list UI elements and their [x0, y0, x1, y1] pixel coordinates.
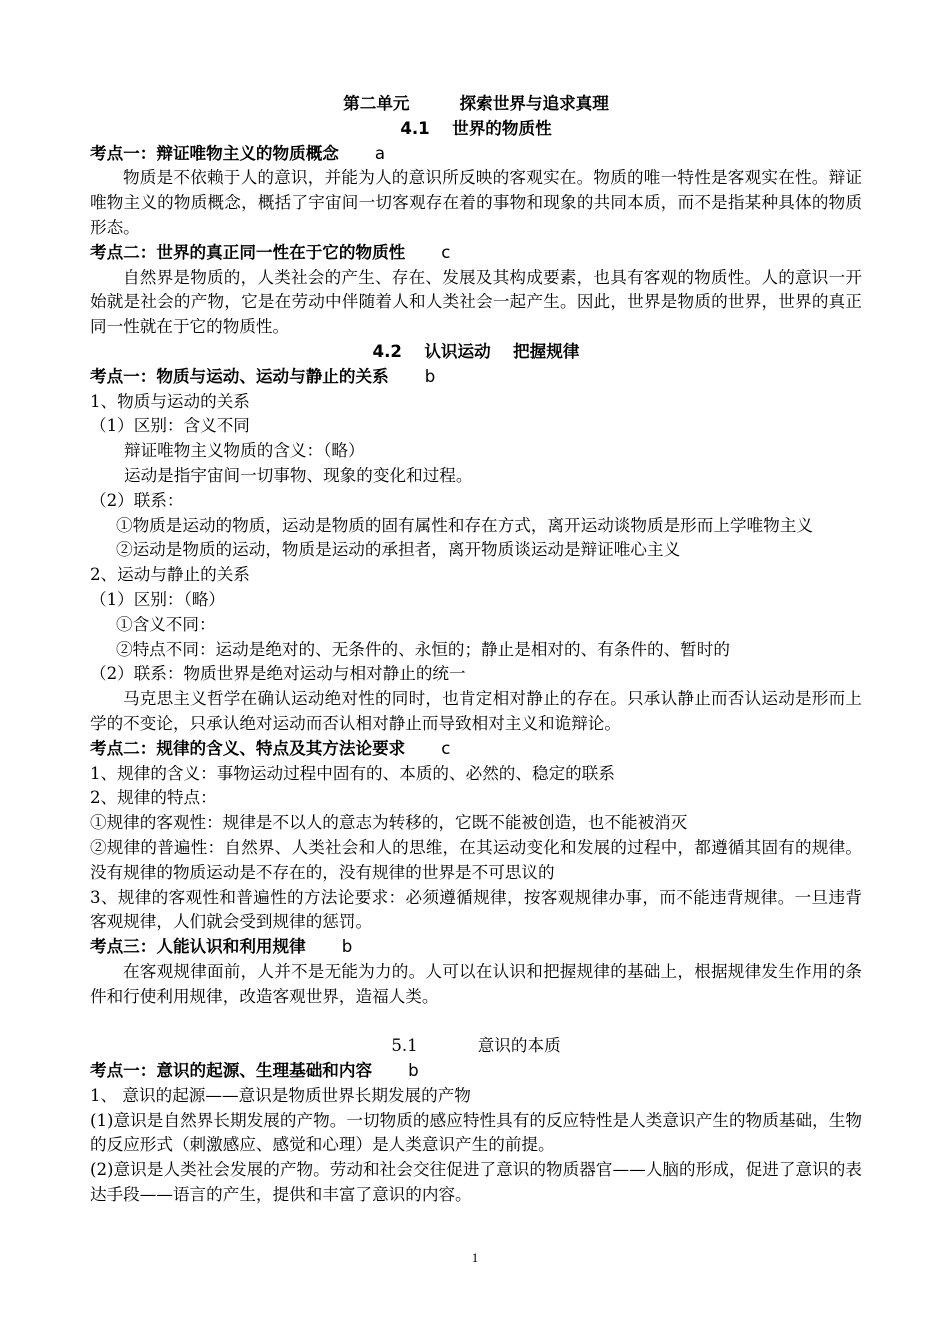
grade-label: c	[441, 242, 451, 262]
paragraph: 马克思主义哲学在确认运动绝对性的同时，也肯定相对静止的存在。只承认静止而否认运动是形而上学的不变论，只承认绝对运动而否认相对静止而导致相对主义和诡辩论。	[90, 689, 862, 733]
list-item: 2、运动与静止的关系	[90, 565, 250, 585]
list-item: （2）联系：	[90, 490, 184, 510]
page-number: 1	[471, 1250, 479, 1265]
unit-title	[90, 92, 862, 117]
list-item: 辩证唯物主义物质的含义：（略）	[124, 441, 365, 461]
paragraph: 在客观规律面前，人并不是无能为力的。人可以在认识和把握规律的基础上，根据规律发生作用的条件和行使利用规律，改造客观世界，造福人类。	[90, 961, 862, 1006]
list-item: 2、规律的特点：	[90, 788, 217, 808]
list-item: 3、规律的客观性和普遍性的方法论要求：必须遵循规律，按客观规律办事，而不能违背规律。一旦违背客观规律，人们就会受到规律的惩罚。	[90, 887, 862, 932]
kaodian-heading: 考点一：物质与运动、运动与静止的关系 b	[90, 365, 862, 390]
list-item: ①含义不同：	[116, 614, 216, 634]
grade-label: b	[424, 366, 436, 386]
section-5-1-title	[90, 1034, 862, 1059]
section-number: 5.1	[391, 1036, 418, 1056]
list-item: 1、物质与运动的关系	[90, 391, 250, 411]
kaodian-heading: 考点三：人能认识和利用规律 b	[90, 935, 862, 960]
list-item: ②特点不同：运动是绝对的、无条件的、永恒的；静止是相对的、有条件的、暂时的	[116, 639, 730, 659]
unit-title-part2: 探索世界与追求真理	[459, 94, 609, 113]
grade-label: a	[374, 143, 386, 163]
list-item: （1）区别：含义不同	[90, 416, 250, 436]
document-page	[90, 92, 862, 1208]
unit-title-part1: 第二单元	[343, 94, 410, 113]
list-item: 1、规律的含义：事物运动过程中固有的、本质的、必然的、稳定的联系	[90, 763, 615, 783]
kaodian-heading: 考点二：世界的真正同一性在于它的物质性 c	[90, 241, 862, 266]
list-item: 运动是指宇宙间一切事物、现象的变化和过程。	[124, 465, 473, 485]
kaodian-heading: 考点二：规律的含义、特点及其方法论要求 c	[90, 737, 862, 762]
list-item: ②规律的普遍性：自然界、人类社会和人的思维，在其运动变化和发展的过程中，都遵循其固有的规律。没有规律的物质运动是不存在的，没有规律的世界是不可思议的	[90, 837, 862, 882]
paragraph: 物质是不依赖于人的意识，并能为人的意识所反映的客观实在。物质的唯一特性是客观实在性。辩证唯物主义的物质概念，概括了宇宙间一切客观存在着的事物和现象的共同本质，而不是指某种具体的物质形态。	[90, 168, 862, 237]
paragraph: 自然界是物质的，人类社会的产生、存在、发展及其构成要素，也具有客观的物质性。人的意识一开始就是社会的产物，它是在劳动中伴随着人和人类社会一起产生。因此，世界是物质的世界，世界的真正同一性就在于它的物质性。	[90, 267, 862, 337]
kaodian-heading: 考点一：意识的起源、生理基础和内容 b	[90, 1059, 862, 1084]
kaodian-heading: 考点一：辩证唯物主义的物质概念 a	[90, 142, 862, 167]
list-item: (2)意识是人类社会发展的产物。劳动和社会交往促进了意识的物质器官——人脑的形成，促进了意识的表达手段——语言的产生，提供和丰富了意识的内容。	[90, 1160, 862, 1205]
list-item: ①规律的客观性：规律是不以人的意志为转移的，它既不能被创造，也不能被消灭	[90, 813, 688, 833]
section-4-2-title: 4.2 认识运动 把握规律	[372, 341, 580, 361]
list-item: ②运动是物质的运动，物质是运动的承担者，离开物质谈运动是辩证唯心主义	[116, 540, 681, 560]
section-4-1-title: 4.1 世界的物质性	[400, 118, 552, 138]
list-item: （1）区别：（略）	[90, 589, 226, 609]
list-item: (1)意识是自然界长期发展的产物。一切物质的感应特性具有的反应特性是人类意识产生的物质基础，生物的反应形式（刺激感应、感觉和心理）是人类意识产生的前提。	[90, 1110, 862, 1155]
list-item: ①物质是运动的物质，运动是物质的固有属性和存在方式，离开运动谈物质是形而上学唯物主义	[116, 515, 813, 535]
list-item: （2）联系：物质世界是绝对运动与相对静止的统一	[90, 664, 466, 684]
grade-label: b	[341, 937, 353, 957]
grade-label: c	[441, 738, 451, 758]
grade-label: b	[408, 1061, 419, 1081]
section-name: 意识的本质	[477, 1036, 561, 1056]
list-item: 1、 意识的起源——意识是物质世界长期发展的产物	[90, 1085, 471, 1105]
